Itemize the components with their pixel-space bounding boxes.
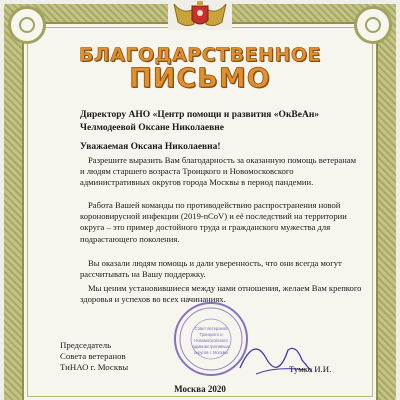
title-line-1: БЛАГОДАРСТВЕННОЕ bbox=[78, 44, 322, 66]
signatory-position-line: Председатель bbox=[60, 340, 112, 350]
coat-of-arms-emblem bbox=[168, 0, 232, 30]
title-line-2: ПИСЬМО bbox=[129, 63, 271, 94]
place-and-date: Москва 2020 bbox=[174, 384, 226, 394]
body-paragraph: Работа Вашей команды по противодействию распространения новой короновирусной инфекции (2019-nCoV) и её последствий на территории округа – это пример достойного труда и гражданского мужества для подрастающего поколения. bbox=[80, 200, 347, 244]
body-paragraph: Вы оказали людям помощь и дали уверенность, что они всегда могут рассчитывать на Вашу поддержку. bbox=[80, 258, 342, 280]
svg-text:Троицкого и: Троицкого и bbox=[199, 332, 223, 337]
signatory-position-line: ТиНАО г. Москвы bbox=[60, 362, 129, 372]
signatory-name: Тумко И.И. bbox=[289, 364, 332, 374]
signatory-position bbox=[60, 340, 180, 373]
addressee-line-1: Директору АНО «Центр помощи и развития «ОкВеАн» bbox=[80, 110, 320, 120]
svg-text:Совет ветеранов: Совет ветеранов bbox=[194, 326, 228, 331]
body-paragraph: Разрешите выразить Вам благодарность за оказанную помощь ветеранам и людям старшего возраста Троицкого и Новомосковского административных округов города Москвы в период пандемии. bbox=[80, 155, 357, 188]
frame-corner-ornament bbox=[354, 6, 392, 44]
frame-corner-ornament bbox=[8, 6, 46, 44]
svg-text:округов г. Москвы: округов г. Москвы bbox=[193, 350, 229, 355]
addressee-line-2: Челмодеевой Оксане Николаевне bbox=[80, 123, 224, 133]
salutation: Уважаемая Оксана Николаевна! bbox=[80, 142, 221, 152]
addressee-block bbox=[80, 109, 380, 135]
svg-text:Новомосковского: Новомосковского bbox=[194, 338, 228, 343]
svg-text:административных: административных bbox=[192, 344, 230, 349]
body-paragraph: Мы ценим установившиеся между нами отношения, желаем Вам крепкого здоровья и успехов во всех начинаниях. bbox=[80, 283, 362, 305]
signatory-position-line: Совета ветеранов bbox=[60, 351, 126, 361]
